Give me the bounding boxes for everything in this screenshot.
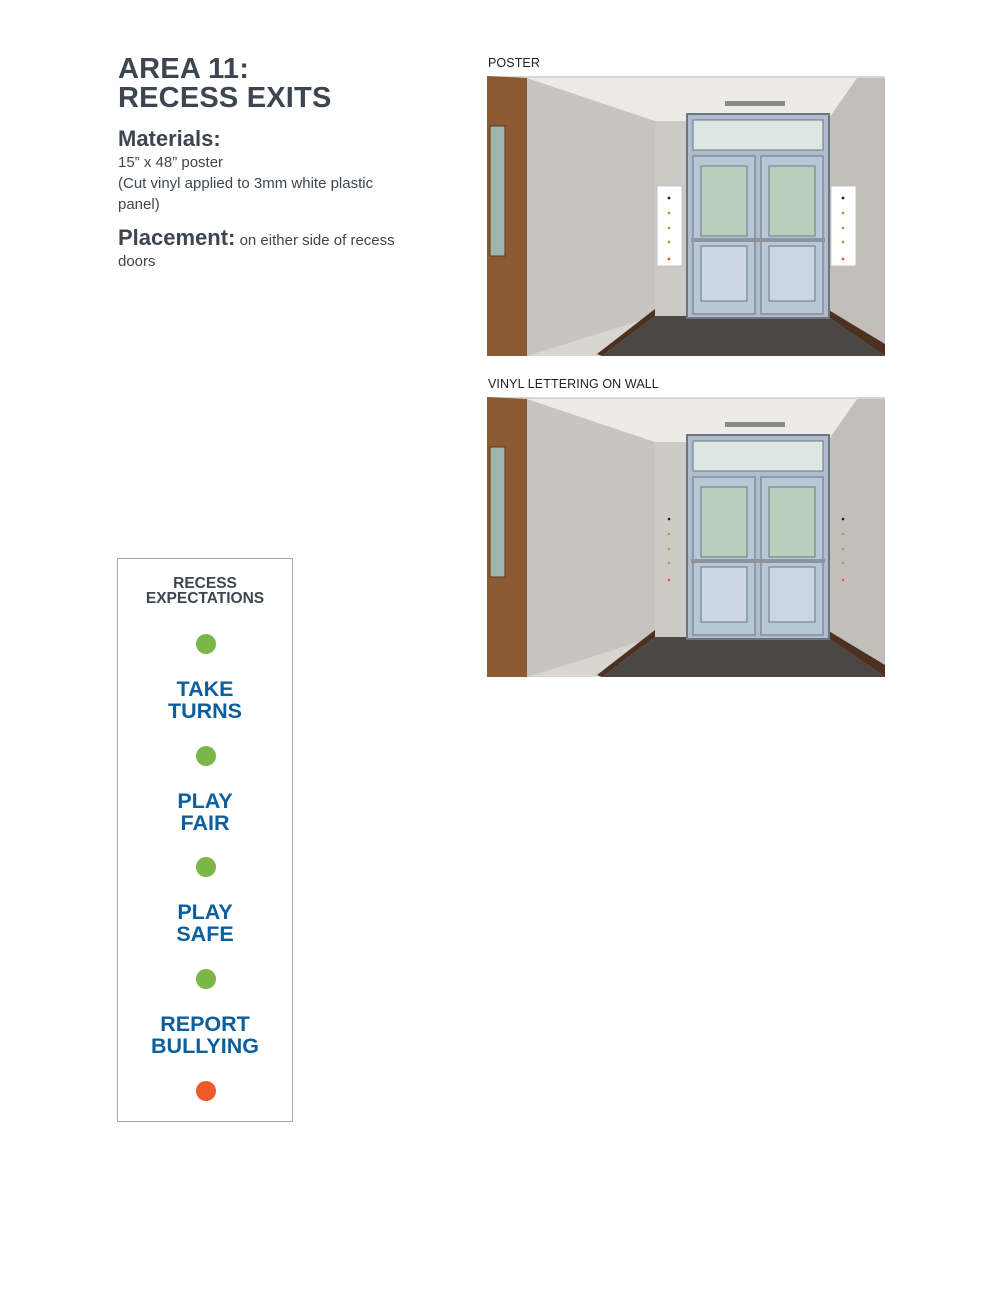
- poster-item-take-turns: [118, 678, 292, 722]
- recess-expectations-poster: [117, 558, 293, 1122]
- materials-section: [118, 126, 418, 215]
- placement-section: [118, 225, 418, 272]
- green-dot: [196, 969, 216, 989]
- materials-heading: Materials:: [118, 126, 221, 151]
- poster-item-play-fair: [118, 790, 292, 834]
- placement-text: on either side of recess doors: [118, 232, 395, 270]
- poster-item-play-safe: [118, 901, 292, 945]
- poster-item-line: SAFE: [176, 922, 234, 946]
- title-line-1: AREA 11:: [118, 53, 250, 85]
- vinyl-image-label: VINYL LETTERING ON WALL: [488, 377, 659, 391]
- poster-heading: [118, 576, 292, 606]
- poster-item-line: TAKE: [176, 677, 234, 701]
- green-dot: [196, 634, 216, 654]
- poster-item-line: PLAY: [177, 789, 233, 813]
- orange-dot: [196, 1081, 216, 1101]
- placement-heading: Placement:: [118, 225, 236, 250]
- poster-item-line: PLAY: [177, 900, 233, 924]
- poster-item-line: BULLYING: [151, 1034, 259, 1058]
- page-title: [118, 55, 332, 113]
- title-line-2: RECESS EXITS: [118, 82, 332, 114]
- poster-scene-illustration: [487, 76, 885, 356]
- poster-item-line: TURNS: [167, 699, 243, 723]
- poster-heading-line-1: RECESS: [173, 575, 237, 592]
- poster-item-report-bullying: [118, 1013, 292, 1057]
- poster-item-line: REPORT: [160, 1012, 250, 1036]
- materials-size: 15” x 48” poster: [118, 154, 224, 171]
- materials-description: (Cut vinyl applied to 3mm white plastic panel): [118, 175, 374, 213]
- poster-heading-line-2: EXPECTATIONS: [145, 590, 265, 607]
- poster-image-label: POSTER: [488, 56, 540, 70]
- green-dot: [196, 746, 216, 766]
- vinyl-scene-illustration: [487, 397, 885, 677]
- green-dot: [196, 857, 216, 877]
- poster-item-line: FAIR: [180, 811, 230, 835]
